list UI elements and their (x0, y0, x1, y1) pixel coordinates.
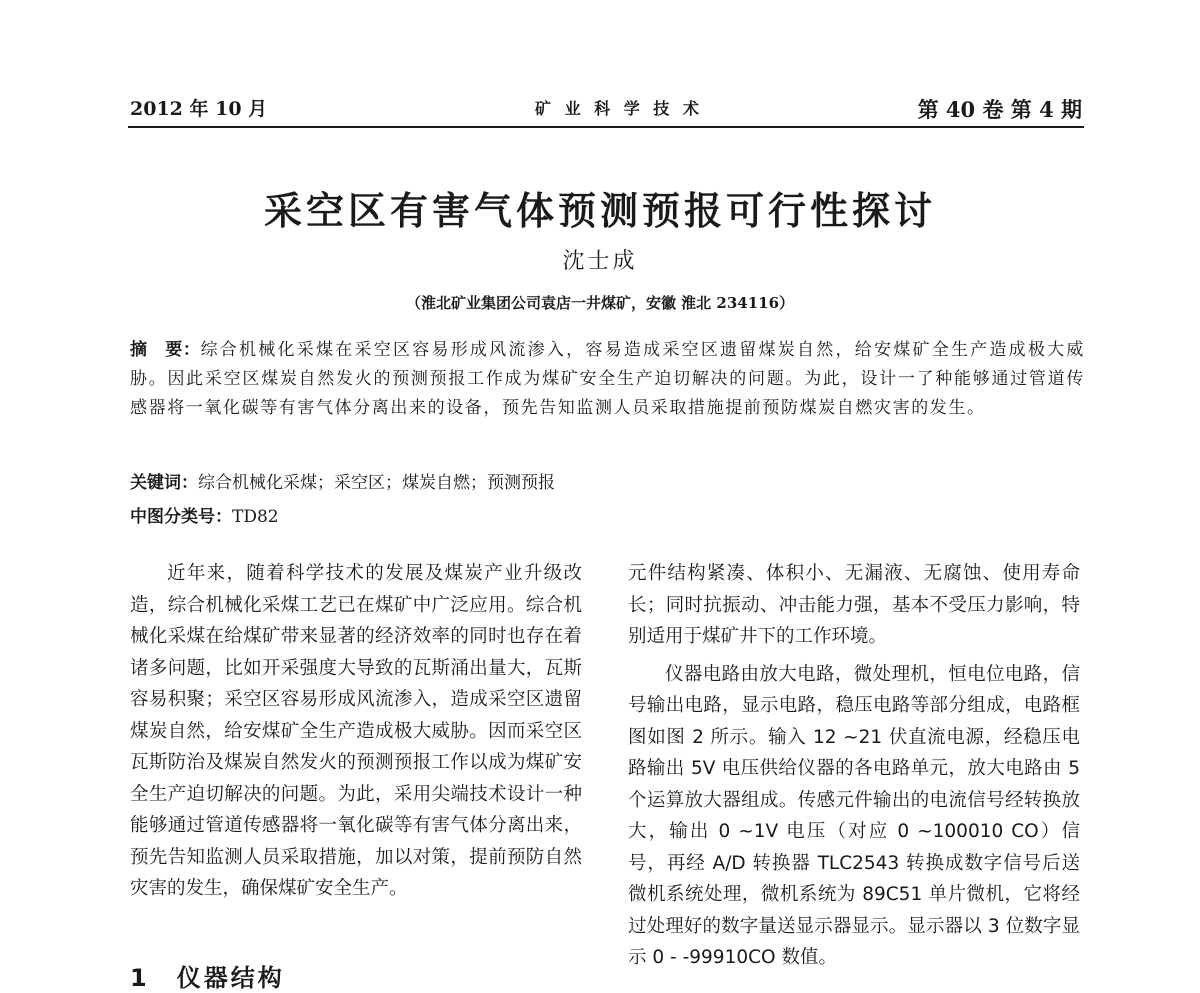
abstract-text: 综合机械化采煤在采空区容易形成风流渗入，容易造成采空区遗留煤炭自然，给安煤矿全生产造成极大威胁。因此采空区煤炭自然发火的预测预报工作成为煤矿安全生产迫切解决的问题。为此，设计一了种能够通过管道传感器将一氧化碳等有害气体分离出来的设备，预先告知监测人员采取措施提前预防煤炭自燃灾害的发生。 (130, 340, 1085, 418)
journal-name: 矿 业 科 学 技 术 (535, 99, 703, 118)
body-column-right (628, 558, 1080, 974)
paper-author: 沈士成 (562, 249, 638, 274)
issue-date: 2012 年 10 月 (130, 98, 268, 120)
classification-code: TD82 (232, 507, 279, 527)
body-column-left (130, 558, 582, 905)
right-paragraph-2: 仪器电路由放大电路，微处理机，恒电位电路，信号输出电路，显示电路，稳压电路等部分组成，电路框图如图 2 所示。输入 12 ~21 伏直流电源，经稳压电路输出 5V 电压供给仪器的各电路单元，放大电路由 5 个运算放大器组成。传感元件输出的电流信号经转换放大，输出 0 ~1V 电压（对应 0 ~100010 CO）信号，再经 A/D 转换器 TLC2543 转换成数字信号后送微机系统处理，微机系统为 89C51 单片微机，它将经过处理好的数字量送显示器显示。显示器以 3 位数字显示 0 - -99910CO 数值。 (628, 663, 1080, 968)
classification-label: 中图分类号： (130, 507, 232, 527)
abstract-label: 摘 要： (130, 340, 201, 360)
keywords-text: 综合机械化采煤；采空区；煤炭自燃；预测预报 (198, 473, 555, 493)
author-affiliation: （淮北矿业集团公司袁店一井煤矿，安徽 淮北 234116） (405, 294, 795, 312)
right-paragraph-1: 元件结构紧凑、体积小、无漏液、无腐蚀、使用寿命长；同时抗振动、冲击能力强，基本不受压力影响，特别适用于煤矿井下的工作环境。 (628, 563, 1080, 647)
keywords-label: 关键词： (130, 473, 198, 493)
volume-issue: 第 40 卷 第 4 期 (917, 97, 1082, 122)
classification (130, 502, 279, 527)
keywords (130, 468, 555, 493)
section-heading: 1 仪器结构 (130, 964, 285, 992)
abstract (130, 336, 1085, 423)
paper-title: 采空区有害气体预测预报可行性探讨 (263, 188, 936, 233)
header-divider (128, 126, 1084, 128)
intro-paragraph: 近年来，随着科学技术的发展及煤炭产业升级改造，综合机械化采煤工艺已在煤矿中广泛应用。综合机械化采煤在给煤矿带来显著的经济效率的同时也存在着诸多问题，比如开采强度大导致的瓦斯涌出量大，瓦斯容易积聚；采空区容易形成风流渗入，造成采空区遗留煤炭自然，给安煤矿全生产造成极大威胁。因而采空区瓦斯防治及煤炭自然发火的预测预报工作以成为煤矿安全生产迫切解决的问题。为此，采用尖端技术设计一种能够通过管道传感器将一氧化碳等有害气体分离出来，预先告知监测人员采取措施，加以对策，提前预防自然灾害的发生，确保煤矿安全生产。 (130, 563, 582, 899)
